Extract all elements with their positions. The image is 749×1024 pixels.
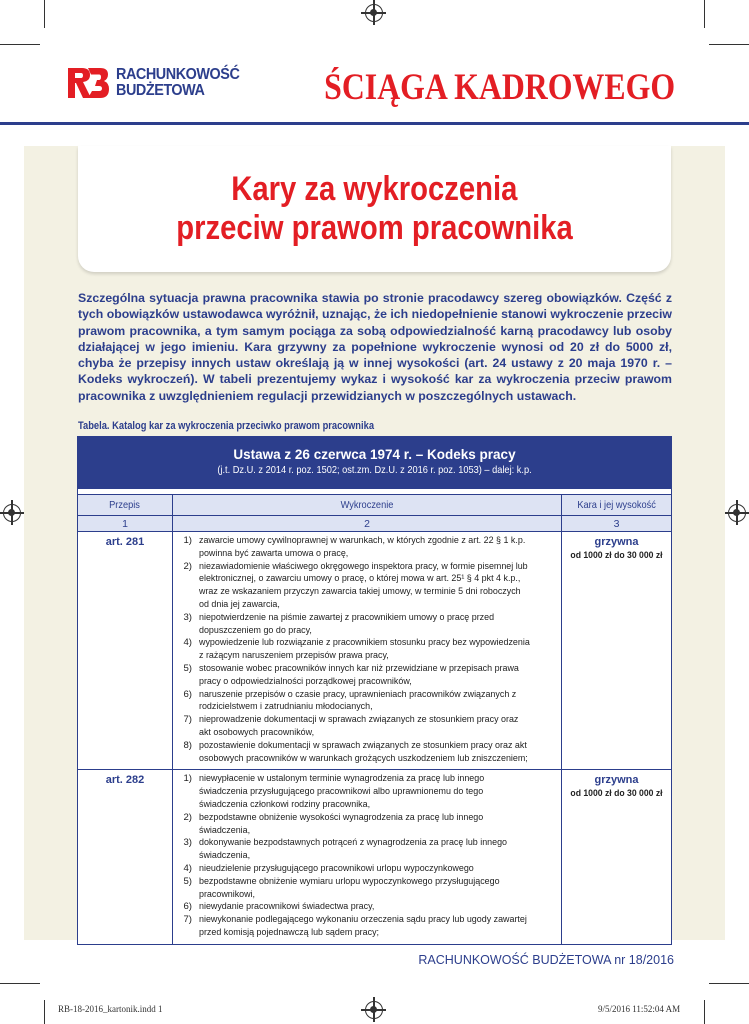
list-item [173, 561, 555, 612]
list-item [173, 714, 555, 740]
header-rule [0, 122, 749, 125]
list-item [173, 914, 555, 940]
penalty-amount: od 1000 zł do 30 000 zł [570, 788, 663, 800]
item-number: 2) [183, 811, 192, 823]
crop-mark [709, 44, 749, 45]
print-slug-date: 9/5/2016 11:52:04 AM [598, 1004, 681, 1014]
item-number: 5) [183, 875, 192, 887]
crop-mark [704, 0, 705, 28]
item-number: 1) [183, 773, 192, 785]
item-text: dokonywanie bezpodstawnych potrąceń z wynagrodzenia za pracę lub innego świadczenia, [199, 837, 508, 862]
penalty-cell [562, 770, 671, 943]
item-number: 8) [183, 739, 192, 751]
column-header: Przepis [109, 499, 141, 511]
brand-name-line1: RACHUNKOWOŚĆ [116, 66, 240, 83]
penalty-amount: od 1000 zł do 30 000 zł [570, 550, 663, 561]
crop-mark [0, 44, 40, 45]
item-number: 4) [183, 862, 192, 874]
registration-mark-icon [365, 4, 383, 22]
penalty-kind: grzywna [594, 774, 639, 787]
list-item [173, 663, 555, 689]
headline: ŚCIĄGA KADROWEGO [324, 67, 675, 108]
item-number: 6) [183, 901, 192, 913]
offence-cell [173, 770, 562, 943]
item-number: 3) [183, 611, 192, 623]
crop-mark [709, 983, 749, 984]
item-text: niezawiadomienie właściwego okręgowego inspektora pracy, w formie pisemnej lub elektronicznej, o zawarciu umowy o pracę, o której mowa w art. 25¹ § 4 pkt 4 k.p., wraz ze wskazaniem przyczyn zawarcia takiej umowy, w terminie 5 dni roboczych od dnia jej zawarcia, [199, 560, 528, 610]
publication-footer: RACHUNKOWOŚĆ BUDŻETOWA nr 18/2016 [418, 953, 674, 967]
list-item [173, 863, 555, 876]
offence-cell [173, 532, 562, 769]
rb-logo-icon [66, 64, 110, 102]
list-item [173, 689, 555, 715]
list-item [173, 612, 555, 638]
item-number: 2) [183, 560, 192, 572]
intro-paragraph: Szczególna sytuacja prawna pracownika stawia po stronie pracodawcy szereg obowiązków. Część z tych obowiązków ustawodawca wyróżnił, uznając, że ich niedopełnienie stanowi wykroczenie przeciw prawom pracownika, a tym samym pociąga za sobą odpowiedzialność karną pracodawcy lub osoby działającej w jego imieniu. Kara grzywny za popełnione wykroczenie wynosi od 20 zł do 5000 zł, chyba że przepisy innych ustaw określają ją w innej wysokości (art. 24 ustawy z 20 maja 1970 r. – Kodeks wykroczeń). W tabeli prezentujemy wykaz i wysokość kar za wykroczenia przeciw prawom pracownika z uwzględnieniem regulacji przewidzianych w poszczególnych ustawach. [78, 291, 672, 403]
offence-list [173, 770, 561, 943]
penalty-kind: grzywna [594, 536, 639, 548]
item-text: naruszenie przepisów o czasie pracy, uprawnieniach pracowników związanych z rodzicielstwem i zatrudnianiu młodocianych, [199, 688, 517, 713]
item-text: niewypłacenie w ustalonym terminie wynagrodzenia za pracę lub innego świadczenia przysługującego pracownikowi albo uprawnionemu do tego świadczenia członkowi rodziny pracownika, [199, 773, 485, 810]
page-title-line2: przeciw prawom pracownika [176, 209, 573, 247]
crop-mark [704, 1000, 705, 1024]
item-number: 7) [183, 914, 192, 926]
column-header: Kara i jej wysokość [577, 499, 656, 511]
page-title-line1: Kary za wykroczenia [231, 170, 518, 208]
item-number: 1) [183, 535, 192, 546]
item-text: pozostawienie dokumentacji w sprawach związanych ze stosunkiem pracy oraz akt osobowych pracowników w warunkach grożących uszkodzeniem lub zniszczeniem; [199, 739, 528, 764]
item-text: nieprowadzenie dokumentacji w sprawach związanych ze stosunkiem pracy oraz akt osobowych pracowników, [199, 714, 519, 738]
item-text: zawarcie umowy cywilnoprawnej w warunkach, w których zgodnie z art. 22 § 1 k.p. powinna być zawarta umowa o pracę, [199, 535, 526, 559]
crop-mark [0, 983, 40, 984]
list-item [173, 535, 555, 561]
list-item [173, 740, 555, 766]
list-item [173, 812, 555, 838]
item-text: niewykonanie podlegającego wykonaniu orzeczenia sądu pracy lub ugody zawartej przed komisją pojednawczą lub sądem pracy; [199, 914, 527, 938]
item-text: niewydanie pracownikowi świadectwa pracy, [199, 901, 375, 913]
table-row [78, 532, 671, 770]
column-number: 2 [364, 517, 370, 530]
column-number: 1 [122, 517, 128, 530]
article-cell: art. 281 [78, 532, 173, 769]
table-law-header [78, 437, 671, 489]
item-number: 7) [183, 714, 192, 726]
penalty-table [77, 436, 672, 945]
list-item [173, 637, 555, 663]
article-cell: art. 282 [78, 770, 173, 943]
crop-mark [44, 0, 45, 28]
table-number-row [78, 516, 671, 532]
item-text: nieudzielenie przysługującego pracownikowi urlopu wypoczynkowego [199, 862, 474, 874]
law-title: Ustawa z 26 czerwca 1974 r. – Kodeks pracy [233, 447, 516, 462]
list-item [173, 773, 555, 811]
item-number: 4) [183, 637, 192, 649]
item-number: 3) [183, 837, 192, 849]
law-reference: (j.t. Dz.U. z 2014 r. poz. 1502; ost.zm. Dz.U. z 2016 r. poz. 1053) – dalej: k.p. [217, 464, 532, 476]
item-text: niepotwierdzenie na piśmie zawartej z pracownikiem umowy o pracę przed dopuszczeniem go do pracy, [199, 611, 495, 636]
list-item [173, 837, 555, 863]
item-number: 6) [183, 688, 192, 700]
penalty-cell [562, 532, 671, 769]
registration-mark-icon [728, 504, 746, 522]
column-header: Wykroczenie [340, 499, 394, 511]
item-text: stosowanie wobec pracowników innych kar niż przewidziane w przepisach prawa pracy o odpowiedzialności porządkowej pracowników, [199, 662, 519, 687]
table-header-row [78, 495, 671, 516]
print-slug-file: RB-18-2016_kartonik.indd 1 [58, 1004, 163, 1014]
item-text: wypowiedzenie lub rozwiązanie z pracownikiem stosunku pracy bez wypowiedzenia z rażącym naruszeniem przepisów prawa pracy, [199, 637, 530, 662]
brand-logo [66, 64, 253, 102]
list-item [173, 876, 555, 902]
column-number: 3 [613, 517, 620, 530]
item-text: bezpodstawne obniżenie wysokości wynagrodzenia za pracę lub innego świadczenia, [199, 811, 484, 836]
list-item [173, 901, 555, 914]
table-caption: Tabela. Katalog kar za wykroczenia przeciwko prawom pracownika [78, 420, 375, 432]
table-row [78, 770, 671, 943]
registration-mark-icon [365, 1001, 383, 1019]
registration-mark-icon [3, 504, 21, 522]
item-text: bezpodstawne obniżenie wymiaru urlopu wypoczynkowego przysługującego pracownikowi, [199, 875, 500, 900]
item-number: 5) [183, 662, 192, 674]
brand-name [116, 67, 239, 99]
brand-name-line2: BUDŻETOWA [116, 82, 205, 99]
offence-list [173, 532, 561, 769]
title-box [78, 146, 671, 272]
crop-mark [44, 1000, 45, 1024]
